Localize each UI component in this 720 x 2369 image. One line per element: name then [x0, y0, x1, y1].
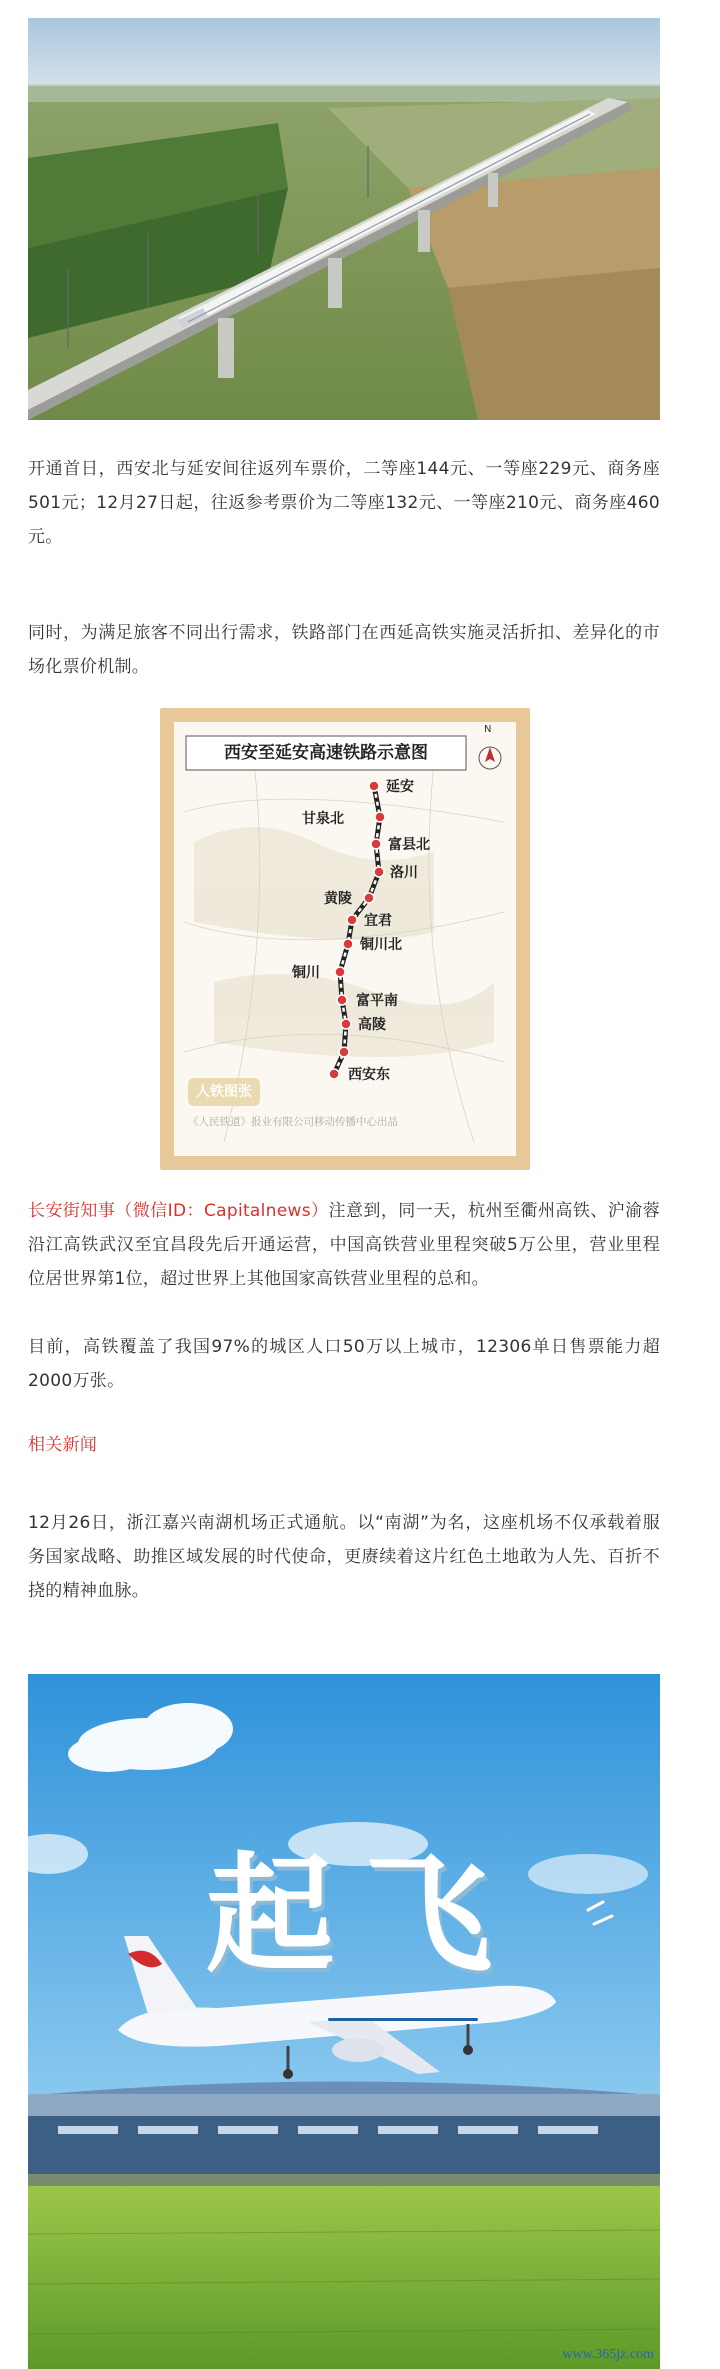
station-label: 铜川北 — [360, 937, 402, 953]
paragraph-airport: 12月26日，浙江嘉兴南湖机场正式通航。以“南湖”为名，这座机场不仅承载着服务国家战略、助推区域发展的时代使命，更赓续着这片红色土地敢为人先、百折不挠的精神血脉。 — [28, 1513, 660, 1601]
paragraph-hsr-milestone — [28, 1194, 660, 1296]
site-watermark: www.365jz.com — [562, 2347, 654, 2362]
paragraph-coverage: 目前，高铁覆盖了我国97%的城区人口50万以上城市，12306单日售票能力超2000万张。 — [28, 1337, 660, 1391]
station-label: 西安东 — [348, 1067, 390, 1083]
map-credit: 《人民铁道》报业有限公司移动传播中心出品 — [188, 1116, 398, 1128]
source-link[interactable]: 长安街知事（微信ID：Capitalnews） — [28, 1201, 329, 1221]
station-label: 延安 — [386, 779, 414, 795]
paragraph-text: 注意到，同一天，杭州至衢州高铁、沪渝蓉沿江高铁武汉至宜昌段先后开通运营，中国高铁营业里程突破5万公里，营业里程位居世界第1位，超过世界上其他国家高铁营业里程的总和。 — [28, 1201, 660, 1289]
station-label: 洛川 — [390, 865, 418, 881]
poster-headline: 起飞 — [206, 1841, 523, 1990]
station-label: 高陵 — [358, 1017, 386, 1033]
related-news-heading[interactable]: 相关新闻 — [28, 1435, 98, 1455]
north-label: N — [484, 724, 492, 735]
paragraph-fares: 开通首日，西安北与延安间往返列车票价，二等座144元、一等座229元、商务座501元；12月27日起，往返参考票价为二等座132元、一等座210元、商务座460元。 — [28, 459, 660, 547]
map-logo: 人铁图张 — [196, 1084, 252, 1100]
station-label: 宜君 — [364, 913, 392, 929]
station-label: 甘泉北 — [302, 811, 344, 827]
station-label: 富县北 — [388, 837, 430, 853]
station-label: 黄陵 — [324, 891, 352, 907]
train-photo — [28, 18, 660, 420]
map-title: 西安至延安高速铁路示意图 — [224, 743, 428, 763]
airport-poster — [28, 1674, 660, 2369]
station-label: 富平南 — [356, 993, 398, 1009]
station-label: 铜川 — [292, 965, 320, 981]
route-map — [160, 708, 530, 1170]
paragraph-pricing-mechanism: 同时，为满足旅客不同出行需求，铁路部门在西延高铁实施灵活折扣、差异化的市场化票价机制。 — [28, 623, 660, 677]
